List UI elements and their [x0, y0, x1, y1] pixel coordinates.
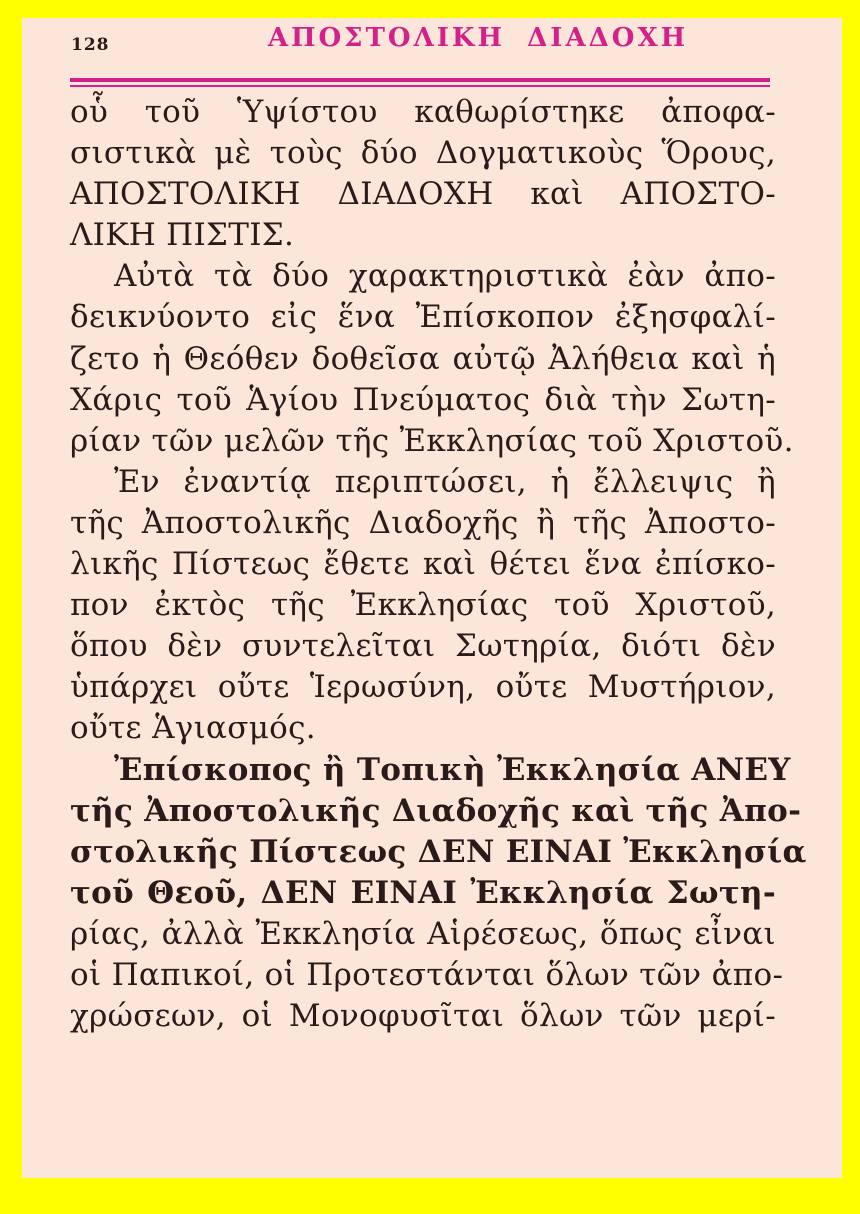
text-line: ζετο ἡ Θεόθεν δοθεῖσα αὐτῷ Ἀλήθεια καὶ ἡ: [70, 340, 776, 377]
text-line: στολικῆς Πίστεως ΔΕΝ ΕΙΝΑΙ Ἐκκλησία: [70, 833, 807, 870]
text-line: ὑπάρχει οὔτε Ἱερωσύνη, οὔτε Μυστήριον,: [70, 669, 776, 706]
page-number: 128: [71, 35, 110, 55]
text-line: Αὐτὰ τὰ δύο χαρακτηριστικὰ ἐὰν ἀπο-: [114, 258, 776, 295]
text-line: σιστικὰ μὲ τοὺς δύο Δογματικοὺς Ὅρους,: [70, 135, 776, 172]
text-line: ρίας, ἀλλὰ Ἐκκλησία Αἱρέσεως, ὅπως εἶναι: [70, 915, 776, 952]
text-line: τῆς Ἀποστολικῆς Διαδοχῆς ἢ τῆς Ἀποστο-: [70, 504, 776, 541]
page-header: [68, 22, 770, 62]
text-line: οὔτε Ἁγιασμός.: [70, 710, 316, 747]
text-line: τῆς Ἀποστολικῆς Διαδοχῆς καὶ τῆς Ἀπο-: [70, 792, 802, 829]
body-text: [70, 92, 807, 1037]
text-line: Χάρις τοῦ Ἁγίου Πνεύματος διὰ τὴν Σωτη-: [70, 381, 776, 418]
text-line: λικῆς Πίστεως ἔθετε καὶ θέτει ἕνα ἐπίσκο-: [70, 546, 776, 583]
text-line: Ἐν ἐναντίᾳ περιπτώσει, ἡ ἔλλειψις ἢ: [114, 463, 776, 500]
text-line: ρίαν τῶν μελῶν τῆς Ἐκκλησίας τοῦ Χριστοῦ.: [70, 422, 794, 459]
text-line: ΛΙΚΗ ΠΙΣΤΙΣ.: [70, 217, 295, 254]
text-line: χρώσεων, οἱ Μονοφυσῖται ὅλων τῶν μερί-: [70, 998, 776, 1035]
text-line: ΑΠΟΣΤΟΛΙΚΗ ΔΙΑΔΟΧΗ καὶ ΑΠΟΣΤΟ-: [70, 176, 776, 213]
text-line: δεικνύοντο εἰς ἕνα Ἐπίσκοπον ἐξησφαλί-: [70, 299, 776, 336]
header-rule-thin: [70, 85, 770, 87]
running-title: ΑΠΟΣΤΟΛΙΚΗ ΔΙΑΔΟΧΗ: [267, 23, 689, 53]
text-line: οἱ Παπικοί, οἱ Προτεστάνται ὅλων τῶν ἀπο-: [70, 956, 784, 993]
text-line: Ἐπίσκοπος ἢ Τοπικὴ Ἐκκλησία ΑΝΕΥ: [114, 751, 791, 788]
text-line: πον ἐκτὸς τῆς Ἐκκλησίας τοῦ Χριστοῦ,: [70, 587, 776, 624]
text-line: οὗ τοῦ Ὑψίστου καθωρίστηκε ἀποφα-: [70, 94, 776, 130]
header-rule: [70, 78, 770, 82]
text-line: τοῦ Θεοῦ, ΔΕΝ ΕΙΝΑΙ Ἐκκλησία Σωτη-: [70, 874, 776, 911]
text-line: ὅπου δὲν συντελεῖται Σωτηρία, διότι δὲν: [70, 628, 776, 665]
